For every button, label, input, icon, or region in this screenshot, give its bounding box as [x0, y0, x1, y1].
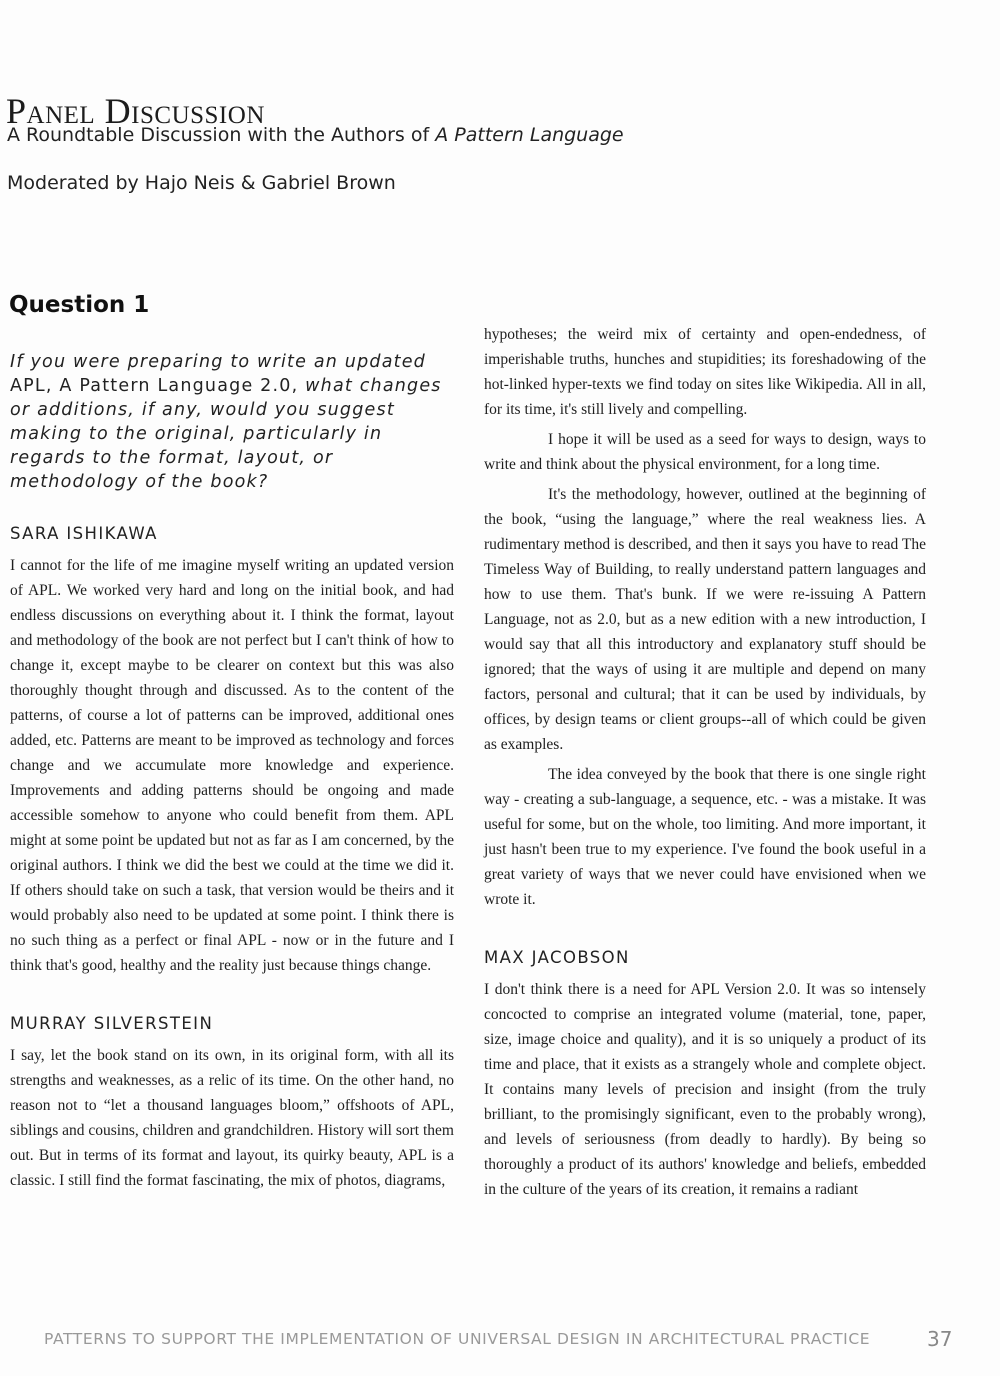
silverstein-response-part-2: hypotheses; the weird mix of certainty and open-endedness, of imperishable truths, hunches and stupidities; its foreshadowing of the hot-linked hyper-texts we find today on sites like Wikipedia. All in all, for its time, it's still lively and compelling. [484, 326, 926, 418]
question-text-part-2: APL, A Pattern Language 2.0, [10, 376, 299, 396]
question-text-part-1: If you were preparing to write an updated [10, 352, 426, 372]
speaker-jacobson: MAX JACOBSON [484, 948, 630, 967]
question-text [10, 350, 454, 494]
jacobson-response: I don't think there is a need for APL Version 2.0. It was so intensely concocted to comprise an integrated volume (material, tone, paper, size, image choice and quality), and it is so uniquely a product of its time and place, that it exists as a strangely whole and complete object. It contains many levels of precision and insight (from the truly brilliant, to the promisingly significant, even to the probably wrong), and levels of seriousness (from deadly to hardly). By being so thoroughly a product of its authors' knowledge and beliefs, embedded in the culture of the years of its creation, it remains a radiant [484, 981, 926, 1198]
silverstein-response-part-3: I hope it will be used as a seed for ways to design, ways to write and think about the physical environment, for a long time. [484, 431, 926, 473]
page-number: 37 [927, 1327, 953, 1351]
silverstein-response-part-4: It's the methodology, however, outlined at the beginning of the book, “using the language,” where the real weakness lies. A rudimentary method is described, and then it says you have to read The Timeless Way of Building, to really understand pattern languages and how to use them. That's bunk. If we were re-issuing A Pattern Language, not as 2.0, but as a new edition with a new introduction, I would say that all this introductory and explanatory stuff should be ignored; that the ways of using it are multiple and depend on many factors, personal and cultural; that it can be used by individuals, by offices, by design teams or client groups--all of which could be given as examples. [484, 486, 926, 753]
subtitle-text: A Roundtable Discussion with the Authors of [7, 124, 436, 146]
right-column [484, 322, 926, 1202]
running-footer: PATTERNS TO SUPPORT THE IMPLEMENTATION OF UNIVERSAL DESIGN IN ARCHITECTURAL PRACTICE [44, 1330, 871, 1348]
page-subtitle [7, 124, 624, 146]
moderator-line: Moderated by Hajo Neis & Gabriel Brown [7, 172, 396, 194]
speaker-silverstein: MURRAY SILVERSTEIN [10, 1014, 214, 1033]
question-text-part-3: what changes or additions, if any, would you suggest making to the original, particularly in regards to the format, layout, or methodology of the book? [10, 376, 442, 492]
speaker-ishikawa: SARA ISHIKAWA [10, 524, 158, 543]
question-heading: Question 1 [9, 292, 150, 318]
page-title: Panel Discussion [6, 91, 265, 131]
silverstein-response-part-1: I say, let the book stand on its own, in its original form, with all its strengths and weaknesses, as a relic of its time. On the other hand, no reason not to “let a thousand languages bloom,” offshoots of APL, siblings and cousins, children and grandchildren. History will sort them out. But in terms of its format and layout, its quirky beauty, APL is a classic. I still find the format fascinating, the mix of photos, diagrams, [10, 1047, 454, 1189]
ishikawa-response: I cannot for the life of me imagine myself writing an updated version of APL. We worked very hard and long on the initial book, and had endless discussions on everything about it. I think the format, layout and methodology of the book are not perfect but I can't think of how to change it, except maybe to be clearer on context but this was also thoroughly thought through and discussed. As to the content of the patterns, of course a lot of patterns can be improved, additional ones added, etc. Patterns are meant to be improved as technology and forces change and we accumulate more knowledge and experience. Improvements and adding patterns should be ongoing and made accessible somehow to anyone who could benefit from them. APL might at some point be updated but not as far as I am concerned, by the original authors. I think we did the best we could at the time we did it. If others should take on such a task, that version would be theirs and it would probably also need to be updated at some point. I think there is no such thing as a perfect or final APL - now or in the future and I think that's good, healthy and the reality just because things change. [10, 557, 454, 974]
silverstein-response-part-5: The idea conveyed by the book that there is one single right way - creating a sub-language, a sequence, etc. - was a mistake. It was useful for some, but on the whole, too limiting. And more important, it just hasn't been true to my experience. I've found the book useful in a great variety of ways that we never could have envisioned when we wrote it. [484, 766, 926, 908]
left-column [10, 350, 454, 1193]
subtitle-book-title: A Pattern Language [435, 124, 624, 146]
